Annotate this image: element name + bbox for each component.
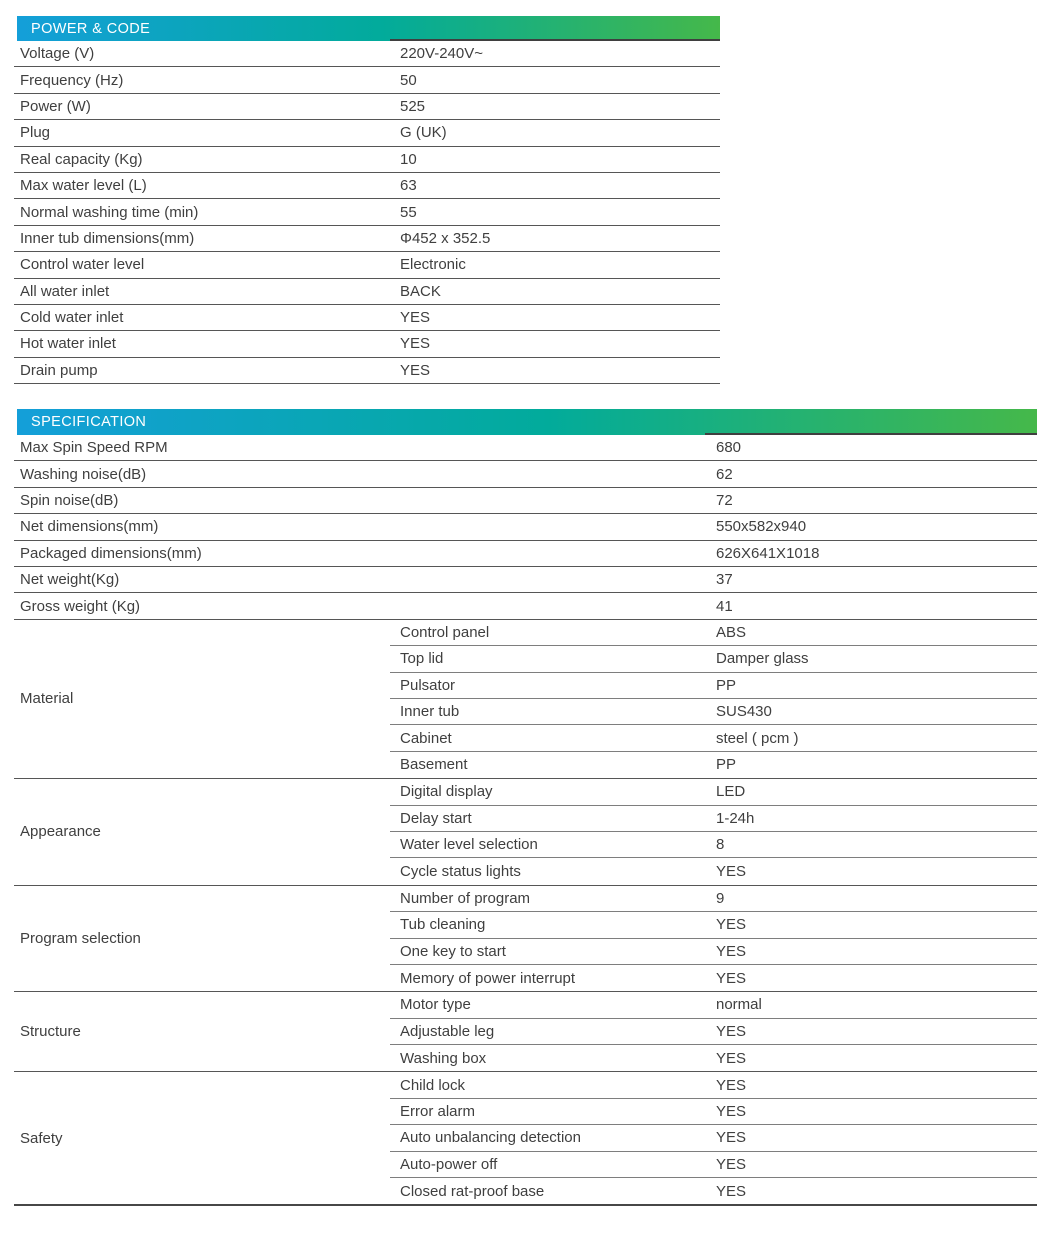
row-value: YES [716, 916, 747, 934]
row-value: 1-24h [716, 809, 755, 827]
category-label: Program selection [20, 930, 141, 947]
row-label: One key to start [400, 942, 506, 960]
row-label: Washing noise(dB) [20, 465, 147, 483]
header-underline [390, 39, 720, 41]
power-code-header [14, 16, 720, 41]
row-value: ABS [716, 624, 747, 641]
row-value: PP [716, 756, 737, 774]
row-value: 525 [400, 97, 426, 115]
row-label: Drain pump [20, 361, 98, 379]
table-row [390, 1152, 1037, 1178]
table-row [14, 305, 720, 331]
row-value: 9 [716, 889, 725, 907]
table-row [14, 461, 1037, 487]
row-value: G (UK) [400, 124, 447, 142]
category-group [14, 886, 1037, 993]
row-value: 55 [400, 203, 417, 221]
table-row [390, 858, 1037, 884]
row-value: 680 [716, 439, 742, 457]
table-row [14, 173, 720, 199]
category-group [14, 620, 1037, 779]
table-row [14, 331, 720, 357]
power-code-rows [14, 41, 720, 384]
table-row [390, 620, 1037, 646]
row-value: BACK [400, 282, 441, 300]
table-row [390, 912, 1037, 938]
category-rows [390, 620, 1037, 778]
row-label: Gross weight (Kg) [20, 597, 141, 615]
table-row [14, 593, 1037, 619]
table-row [390, 806, 1037, 832]
table-row [14, 199, 720, 225]
table-row [390, 992, 1037, 1018]
row-label: Memory of power interrupt [400, 969, 576, 987]
row-label: Frequency (Hz) [20, 71, 124, 89]
table-row [14, 120, 720, 146]
row-label: Packaged dimensions(mm) [20, 544, 202, 562]
row-label: Delay start [400, 809, 472, 827]
table-row [390, 965, 1037, 991]
row-value: LED [716, 783, 746, 801]
row-label: Error alarm [400, 1103, 476, 1121]
row-value: 50 [400, 71, 417, 89]
row-label: Auto-power off [400, 1155, 498, 1173]
row-label: Closed rat-proof base [400, 1182, 545, 1200]
row-value: 41 [716, 597, 733, 615]
row-label: Motor type [400, 996, 471, 1014]
table-row [14, 488, 1037, 514]
category-label: Appearance [20, 823, 101, 841]
row-value: steel ( pcm ) [716, 729, 799, 747]
category-group [14, 779, 1037, 886]
row-label: Digital display [400, 783, 493, 801]
row-value: normal [716, 996, 762, 1014]
row-label: Pulsator [400, 676, 456, 694]
category-group [14, 992, 1037, 1072]
row-label: Max Spin Speed RPM [20, 439, 168, 457]
table-row [14, 514, 1037, 540]
row-label: Top lid [400, 650, 444, 668]
row-value: YES [716, 942, 747, 960]
row-value: 37 [716, 571, 733, 589]
row-value: Electronic [400, 256, 466, 274]
row-value: Φ452 x 352.5 [400, 229, 491, 247]
row-label: Washing box [400, 1049, 487, 1067]
table-row [390, 725, 1037, 751]
table-row [14, 67, 720, 93]
table-row [14, 41, 720, 67]
row-label: Hot water inlet [20, 335, 116, 353]
specification-table [14, 409, 1037, 1206]
row-label: Real capacity (Kg) [20, 150, 143, 168]
category-rows [390, 1072, 1037, 1204]
row-label: Control panel [400, 624, 490, 641]
row-value: 8 [716, 836, 725, 854]
row-label: Net weight(Kg) [20, 571, 120, 589]
power-code-title: POWER & CODE [31, 20, 151, 37]
row-label: Cold water inlet [20, 309, 124, 327]
row-value: YES [716, 1155, 747, 1173]
row-label: Auto unbalancing detection [400, 1129, 581, 1147]
category-label: Structure [20, 1023, 81, 1041]
row-label: Child lock [400, 1076, 466, 1094]
category-rows [390, 886, 1037, 992]
table-row [390, 699, 1037, 725]
table-row [14, 94, 720, 120]
row-value: 550x582x940 [716, 518, 807, 536]
table-row [390, 1125, 1037, 1151]
specification-header [14, 409, 1037, 435]
row-label: Voltage (V) [20, 45, 95, 63]
row-label: Basement [400, 756, 468, 774]
row-value: YES [716, 1076, 747, 1094]
row-value: 62 [716, 465, 733, 483]
header-underline [705, 433, 1037, 435]
row-label: Plug [20, 124, 51, 142]
specification-simple-rows [14, 435, 1037, 620]
row-label: Inner tub [400, 703, 460, 721]
row-value: 10 [400, 150, 417, 168]
row-label: Tub cleaning [400, 916, 486, 934]
specification-title: SPECIFICATION [31, 414, 147, 431]
table-row [390, 673, 1037, 699]
row-label: All water inlet [20, 282, 110, 300]
row-value: YES [716, 969, 747, 987]
row-value: YES [716, 1022, 747, 1040]
table-row [390, 646, 1037, 672]
row-value: Damper glass [716, 650, 809, 668]
table-row [14, 435, 1037, 461]
row-value: YES [400, 361, 431, 379]
row-value: 220V-240V~ [400, 45, 483, 63]
row-label: Cycle status lights [400, 863, 521, 881]
row-label: Max water level (L) [20, 177, 147, 195]
table-row [14, 147, 720, 173]
table-row [390, 939, 1037, 965]
row-value: PP [716, 676, 737, 694]
row-label: Water level selection [400, 836, 538, 854]
table-row [14, 252, 720, 278]
row-value: YES [716, 1103, 747, 1121]
row-label: Spin noise(dB) [20, 492, 119, 510]
row-value: YES [400, 335, 431, 353]
category-group [14, 1072, 1037, 1206]
row-value: YES [716, 1049, 747, 1067]
row-label: Net dimensions(mm) [20, 518, 159, 536]
power-code-header-bar [17, 16, 720, 41]
table-row [14, 279, 720, 305]
table-row [390, 832, 1037, 858]
category-rows [390, 992, 1037, 1071]
table-row [390, 1045, 1037, 1071]
row-value: YES [716, 863, 747, 881]
row-value: 63 [400, 177, 417, 195]
table-row [14, 358, 720, 384]
category-label: Material [20, 690, 74, 708]
row-label: Adjustable leg [400, 1022, 495, 1040]
row-label: Inner tub dimensions(mm) [20, 229, 195, 247]
table-row [390, 1019, 1037, 1045]
table-row [390, 752, 1037, 778]
row-label: Number of program [400, 889, 531, 907]
row-label: Normal washing time (min) [20, 203, 199, 221]
table-row [390, 1072, 1037, 1098]
specification-header-bar [17, 409, 1037, 435]
row-label: Cabinet [400, 729, 452, 747]
row-value: SUS430 [716, 703, 772, 721]
row-label: Power (W) [20, 97, 91, 115]
row-value: YES [716, 1182, 747, 1200]
table-row [390, 1178, 1037, 1204]
category-rows [390, 779, 1037, 885]
row-value: 72 [716, 492, 733, 510]
category-label: Safety [20, 1129, 63, 1147]
row-value: YES [400, 309, 431, 327]
specification-groups [14, 620, 1037, 1207]
table-row [14, 226, 720, 252]
table-row [14, 567, 1037, 593]
table-row [390, 779, 1037, 805]
table-row [390, 1099, 1037, 1125]
row-value: YES [716, 1129, 747, 1147]
power-code-table [14, 16, 720, 384]
table-row [14, 541, 1037, 567]
row-label: Control water level [20, 256, 145, 274]
row-value: 626X641X1018 [716, 544, 820, 562]
table-row [390, 886, 1037, 912]
